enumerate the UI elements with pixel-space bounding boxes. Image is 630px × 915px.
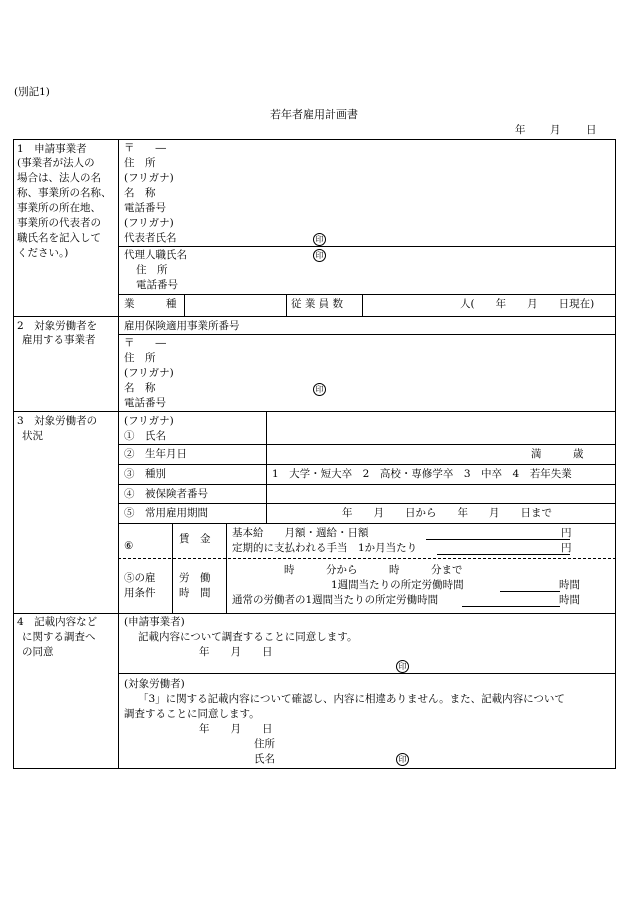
s2-address[interactable]: 住 所 [124, 352, 156, 364]
seal-icon: 印 [313, 249, 326, 262]
s3-wage-label: 賃 金 [179, 533, 211, 545]
s3-hour-unit-2: 時間 [559, 594, 580, 606]
s1-furigana-1[interactable]: (フリガナ) [124, 172, 174, 184]
date-month: 月 [550, 124, 561, 136]
s1-industry-label: 業 種 [124, 298, 177, 310]
s2-furigana[interactable]: (フリガナ) [124, 367, 174, 379]
s4-worker-label: (対象労働者) [124, 678, 185, 690]
s3-basic-pay: 基本給 月額・週給・日額 [232, 527, 369, 539]
s1-postal[interactable]: 〒 ― [124, 142, 166, 154]
s3-cond-label-2: 用条件 [124, 587, 156, 599]
seal-icon: 印 [396, 753, 409, 766]
s3-age[interactable]: 満 歳 [531, 448, 584, 460]
s1-furigana-2[interactable]: (フリガナ) [124, 217, 174, 229]
page-title: 若年者雇用計画書 [270, 108, 358, 121]
s3-labor-label-1: 労 働 [179, 572, 211, 584]
s3-hours[interactable]: 時 分から 時 分まで [284, 564, 463, 576]
s2-office-number[interactable]: 雇用保険適用事業所番号 [124, 320, 240, 332]
seal-icon: 印 [313, 233, 326, 246]
s4-consent-applicant: 記載内容について調査することに同意します。 [138, 631, 358, 643]
seal-icon: 印 [313, 383, 326, 396]
s3-period-value[interactable]: 年 月 日から 年 月 日まで [342, 507, 552, 519]
s1-agent-address[interactable]: 住 所 [136, 264, 168, 276]
s4-date-2[interactable]: 年 月 日 [199, 723, 273, 735]
seal-icon: 印 [396, 660, 409, 673]
s3-weekly-line[interactable] [500, 591, 560, 592]
s3-name-label: ① 氏名 [124, 430, 166, 442]
date-year: 年 [515, 124, 526, 136]
s4-address[interactable]: 住所 [254, 738, 275, 750]
s4-consent-worker-2: 調査することに同意します。 [124, 708, 260, 720]
s1-name[interactable]: 名 称 [124, 187, 156, 199]
s3-insured-label: ④ 被保険者番号 [124, 488, 208, 500]
s3-labor-label-2: 時 間 [179, 587, 211, 599]
s1-phone[interactable]: 電話番号 [124, 202, 166, 214]
s4-date-1[interactable]: 年 月 日 [199, 646, 273, 658]
s3-yen-2: 円 [561, 542, 572, 554]
s4-name[interactable]: 氏名 [254, 753, 275, 765]
s3-normal-hours: 通常の労働者の1週間当たりの所定労働時間 [232, 594, 439, 606]
s3-six: ⑥ [124, 540, 134, 552]
s2-postal[interactable]: 〒 ― [124, 337, 166, 349]
s3-weekly-hours: 1週間当たりの所定労働時間 [331, 579, 464, 591]
s1-employees-label: 従 業 員 数 [291, 298, 344, 310]
s1-address[interactable]: 住 所 [124, 157, 156, 169]
s3-furigana: (フリガナ) [124, 415, 174, 427]
s2-name[interactable]: 名 称 [124, 382, 156, 394]
s3-allowance-line[interactable] [437, 554, 570, 555]
s4-applicant-label: (申請事業者) [124, 616, 185, 628]
s3-normal-line[interactable] [462, 606, 560, 607]
s3-basic-pay-line[interactable] [426, 539, 570, 540]
s3-type-options[interactable]: 1 大学・短大卒 2 高校・専修学卒 3 中卒 4 若年失業 [272, 468, 572, 480]
s3-allowance: 定期的に支払われる手当 1か月当たり [232, 542, 418, 554]
s3-period-label: ⑤ 常用雇用期間 [124, 507, 208, 519]
s3-yen-1: 円 [561, 527, 572, 539]
s3-type-label: ③ 種別 [124, 468, 166, 480]
s1-representative[interactable]: 代表者氏名 [124, 232, 177, 244]
s2-phone[interactable]: 電話番号 [124, 397, 166, 409]
s3-cond-label-1: ⑤の雇 [124, 572, 156, 584]
s1-agent[interactable]: 代理人職氏名 [124, 249, 187, 261]
s3-hour-unit-1: 時間 [559, 579, 580, 591]
annex-label: (別記1) [14, 86, 50, 98]
date-day: 日 [586, 124, 597, 136]
s1-agent-phone[interactable]: 電話番号 [136, 279, 178, 291]
s1-employees-value[interactable]: 人( 年 月 日現在) [460, 298, 595, 310]
s3-birth-label: ② 生年月日 [124, 448, 187, 460]
s4-consent-worker-1: 「3」に関する記載内容について確認し、内容に相違ありません。また、記載内容について [138, 693, 565, 705]
